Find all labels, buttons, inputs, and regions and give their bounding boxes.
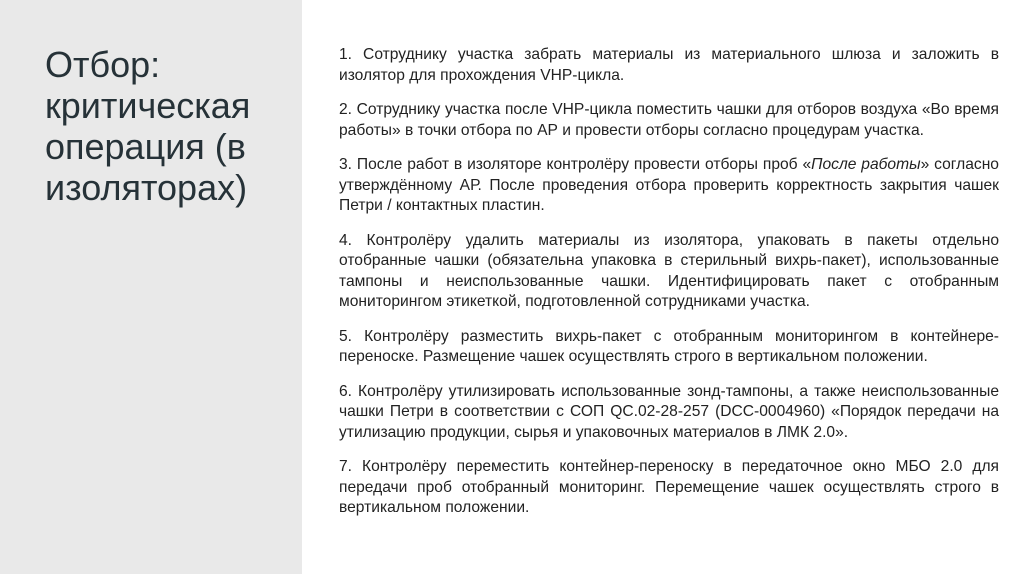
step-text: 1. Сотруднику участка забрать материалы из материального шлюза и заложить в изолятор для прохождения VHP-цикла.	[339, 46, 999, 84]
step-paragraph-6	[339, 382, 999, 444]
step-paragraph-5	[339, 327, 999, 368]
step-text: 5. Контролёру разместить вихрь-пакет с отобранным мониторингом в контейнере-переноске. Размещение чашек осуществлять строго в вертикальном положении.	[339, 327, 999, 365]
step-paragraph-2	[339, 100, 999, 141]
step-paragraph-4	[339, 231, 999, 313]
step-text: 2. Сотруднику участка после VHP-цикла поместить чашки для отборов воздуха «Во время работы» в точки отбора по АР и провести отборы согласно процедурам участка.	[339, 101, 999, 139]
step-paragraph-1	[339, 45, 999, 86]
step-text: 3. После работ в изоляторе контролёру провести отборы проб «	[339, 156, 812, 173]
step-paragraph-7	[339, 457, 999, 519]
step-paragraph-3	[339, 155, 999, 217]
step-text: 6. Контролёру утилизировать использованные зонд-тампоны, а также неиспользованные чашки Петри в соответствии с СОП QC.02-28-257 (DCC-0004960) «Порядок передачи на утилизацию продукции, сырья и упаковочных материалов в ЛМК 2.0».	[339, 382, 999, 441]
title-panel	[0, 0, 302, 574]
procedure-steps	[339, 45, 999, 519]
slide-title: Отбор: критическая операция (в изоляторах)	[45, 44, 251, 208]
step-text: 7. Контролёру переместить контейнер-переноску в передаточное окно МБО 2.0 для передачи проб отобранный мониторинг. Перемещение чашек осуществлять строго в вертикальном положении.	[339, 458, 999, 516]
step-text-italic: После работы	[811, 156, 921, 173]
step-text: 4. Контролёру удалить материалы из изолятора, упаковать в пакеты отдельно отобранные чашки (обязательна упаковка в стерильный вихрь-пакет), использованные тампоны и неиспользованные чашки. Идентифицировать пакет с отобранным мониторингом этикеткой, подготовленной сотрудниками участка.	[339, 231, 999, 310]
step-text: » согласно утверждённому АР. После проведения отбора проверить корректность закрытия чашек Петри / контактных пластин.	[339, 156, 999, 214]
